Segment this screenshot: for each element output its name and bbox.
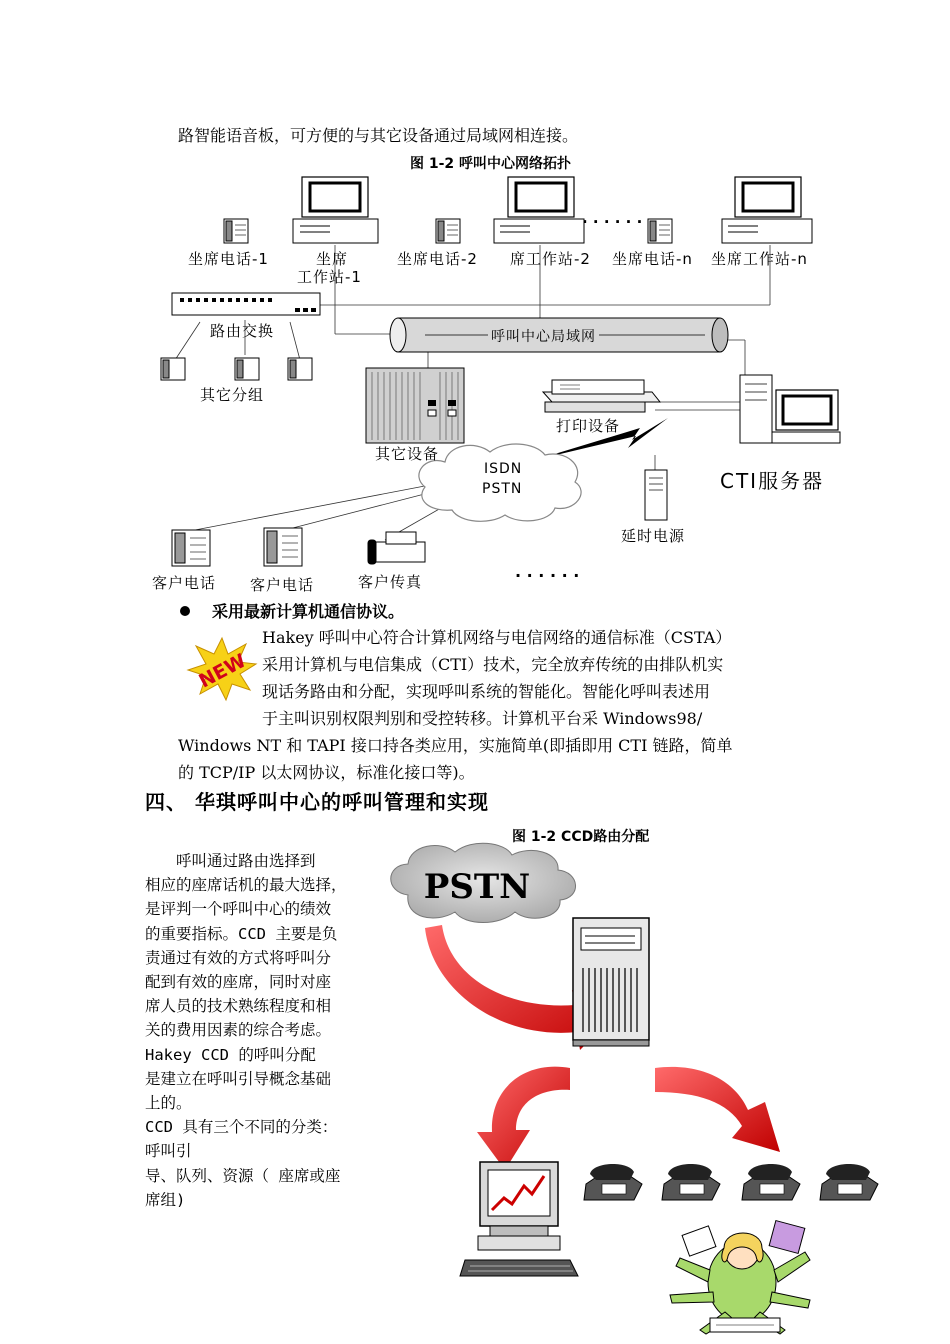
printer-icon bbox=[543, 380, 660, 412]
label-agent-phone-2: 坐席电话-2 bbox=[397, 250, 478, 268]
bullet-line: 于主叫识别权限判别和受控转移。计算机平台采 Windows98/ bbox=[262, 709, 703, 728]
ccd-description bbox=[145, 849, 400, 1212]
agent-phone-2-icon bbox=[436, 219, 460, 243]
bullet-line: Windows NT 和 TAPI 接口持各类应用，实施简单(即插即用 CTI 链路，简单 bbox=[178, 736, 733, 755]
agent-phone-n-icon bbox=[648, 219, 672, 243]
agent-phone-icon bbox=[662, 1164, 720, 1200]
ccd-server-icon bbox=[573, 918, 649, 1046]
bullet-line: 采用计算机与电信集成（CTI）技术，完全放弃传统的由排队机实 bbox=[262, 655, 724, 674]
bullet-line: 现话务路由和分配，实现呼叫系统的智能化。智能化呼叫表述用 bbox=[262, 682, 711, 701]
fig1-caption: 图 1-2 呼叫中心网络拓扑 bbox=[410, 156, 572, 172]
dots-bottom: · · · · · · bbox=[515, 566, 580, 585]
label-agent-station-2: 席工作站-2 bbox=[510, 250, 591, 268]
ccd-line: Hakey CCD 的呼叫分配 bbox=[145, 1045, 316, 1064]
pstn-cloud-label: PSTN bbox=[423, 867, 531, 907]
label-router: 路由交换 bbox=[210, 322, 275, 340]
label-cti-server: CTI服务器 bbox=[720, 469, 825, 493]
agent-phone-1-icon bbox=[224, 219, 248, 243]
cti-server-icon bbox=[740, 375, 840, 443]
new-badge-icon bbox=[186, 636, 258, 702]
label-other-extensions: 其它分组 bbox=[200, 386, 265, 404]
label-other-equipment: 其它设备 bbox=[375, 445, 440, 463]
busy-operator-illustration-icon bbox=[670, 1221, 810, 1334]
bullet-line: Hakey 呼叫中心符合计算机网络与电信网络的通信标准（CSTA） bbox=[262, 628, 732, 647]
ccd-line: 的重要指标。CCD 主要是负 bbox=[145, 924, 338, 943]
bullet-line: 的 TCP/IP 以太网协议，标准化接口等)。 bbox=[178, 763, 475, 782]
agent-phone-icon bbox=[820, 1164, 878, 1200]
customer-fax-icon bbox=[368, 532, 425, 564]
label-customer-phone-2: 客户电话 bbox=[250, 576, 315, 594]
label-pstn: PSTN bbox=[482, 481, 523, 497]
agent-phone-icon bbox=[584, 1164, 642, 1200]
ccd-line: 关的费用因素的综合考虑。 bbox=[145, 1021, 332, 1040]
other-equipment-rack-icon bbox=[366, 368, 464, 443]
label-agent-station-1-a: 坐席 bbox=[316, 250, 349, 268]
label-agent-phone-n: 坐席电话-n bbox=[612, 250, 693, 268]
ccd-line: 席组) bbox=[145, 1190, 186, 1209]
other-extension-phones-icon bbox=[161, 358, 312, 380]
arrow-server-to-phones-icon bbox=[655, 1067, 780, 1152]
ccd-line: 责通过有效的方式将呼叫分 bbox=[145, 948, 332, 967]
bullet-para-full bbox=[178, 732, 818, 786]
new-badge-text: NEW bbox=[195, 649, 250, 693]
fig2-caption: 图 1-2 CCD路由分配 bbox=[512, 829, 650, 845]
agent-phone-icon bbox=[742, 1164, 800, 1200]
ccd-line: CCD 具有三个不同的分类： bbox=[145, 1118, 338, 1137]
label-printer: 打印设备 bbox=[556, 417, 621, 435]
ccd-line: 呼叫通过路由选择到 bbox=[145, 852, 316, 870]
bullet-dot bbox=[180, 606, 190, 616]
customer-phone-2-icon bbox=[264, 528, 302, 566]
ccd-line: 导、队列、资源（ 座席或座 bbox=[145, 1166, 341, 1185]
label-agent-phone-1: 坐席电话-1 bbox=[188, 250, 269, 268]
bullet-heading: 采用最新计算机通信协议。 bbox=[212, 602, 405, 621]
label-delay-power: 延时电源 bbox=[621, 527, 686, 545]
workstation-2-icon bbox=[494, 177, 584, 243]
label-isdn: ISDN bbox=[484, 461, 523, 477]
ccd-line: 席人员的技术熟练程度和相 bbox=[145, 997, 332, 1016]
dots-top: · · · · · · bbox=[582, 213, 643, 231]
ccd-line: 是评判一个呼叫中心的绩效 bbox=[145, 900, 332, 919]
ccd-line: 呼叫引 bbox=[145, 1142, 192, 1161]
section-4-heading: 四、 华琪呼叫中心的呼叫管理和实现 bbox=[145, 790, 489, 814]
pstn-cloud-icon bbox=[391, 843, 576, 922]
delay-power-icon bbox=[645, 470, 667, 520]
customer-phone-1-icon bbox=[172, 530, 210, 566]
label-agent-station-1-b: 工作站-1 bbox=[297, 268, 362, 286]
ccd-routing-diagram bbox=[380, 840, 940, 1340]
ccd-line: 相应的座席话机的最大选择， bbox=[145, 876, 347, 895]
workstation-n-icon bbox=[722, 177, 812, 243]
router-switch-icon bbox=[172, 293, 320, 315]
network-topology-diagram bbox=[0, 0, 950, 600]
ccd-line: 上的。 bbox=[145, 1094, 192, 1113]
bullet-para-indented bbox=[262, 624, 822, 732]
label-lan: 呼叫中心局域网 bbox=[488, 326, 599, 346]
agent-workstation-icon bbox=[460, 1162, 578, 1276]
intro-line: 路智能语音板，可方便的与其它设备通过局域网相连接。 bbox=[178, 126, 579, 145]
label-customer-phone-1: 客户电话 bbox=[152, 574, 217, 592]
arrow-server-to-workstation-icon bbox=[477, 1067, 570, 1170]
label-customer-fax: 客户传真 bbox=[358, 573, 423, 591]
ccd-line: 配到有效的座席，同时对座 bbox=[145, 973, 332, 992]
ccd-line: 是建立在呼叫引导概念基础 bbox=[145, 1069, 332, 1088]
workstation-1-icon bbox=[293, 177, 378, 243]
label-agent-station-n: 坐席工作站-n bbox=[711, 250, 808, 268]
